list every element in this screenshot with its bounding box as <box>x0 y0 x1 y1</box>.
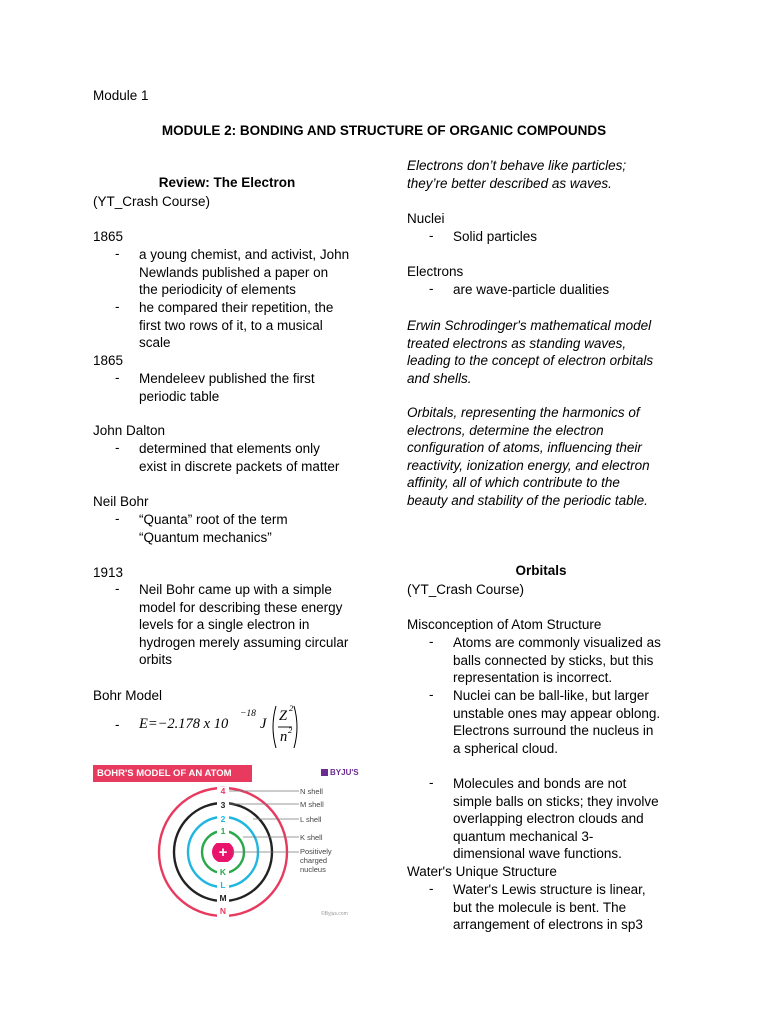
label-m-shell: M shell <box>300 800 324 809</box>
bullet-dash: - <box>429 881 434 896</box>
shell-letter-m: M <box>219 893 227 903</box>
formula-numerator: Z <box>279 708 288 724</box>
bullet-dash: - <box>115 246 120 261</box>
bullet-dash: - <box>115 370 120 385</box>
list-item-text: Electrons surround the nucleus in <box>453 723 654 739</box>
bullet-dash: - <box>429 228 434 243</box>
paragraph-line: reactivity, ionization energy, and electron <box>407 457 650 473</box>
shell-number-3: 3 <box>220 800 226 810</box>
list-item-text: Molecules and bonds are not <box>453 776 627 791</box>
year-label: 1865 <box>93 229 124 244</box>
person-label: Neil Bohr <box>93 494 149 509</box>
year-label: 1913 <box>93 565 124 580</box>
page-title: MODULE 2: BONDING AND STRUCTURE OF ORGANIC COMPOUNDS <box>161 123 607 138</box>
list-item-text: are wave-particle dualities <box>453 282 610 297</box>
list-item-text: scale <box>139 335 171 351</box>
list-item-text: hydrogen merely assuming circular <box>139 634 349 650</box>
nucleus-plus-icon: + <box>218 844 228 861</box>
list-item-text: “Quanta” root of the term <box>139 512 288 527</box>
section-label: Electrons <box>407 264 464 279</box>
section-label: Nuclei <box>407 211 445 226</box>
bullet-dash: - <box>115 511 120 526</box>
section-label: Water's Unique Structure <box>407 864 557 879</box>
list-item-text: simple balls on sticks; they involve <box>453 793 659 809</box>
paragraph-line: leading to the concept of electron orbitals <box>407 353 654 369</box>
list-item-text: Neil Bohr came up with a simple <box>139 582 332 597</box>
bullet-dash: - <box>429 687 434 702</box>
shell-number-4: 4 <box>220 786 226 796</box>
review-heading: Review: The Electron <box>158 175 296 190</box>
bullet-dash: - <box>115 299 120 314</box>
figure-credit: ©Byjus.com <box>321 911 348 917</box>
shell-letter-k: K <box>219 867 227 877</box>
intro-text: they’re better described as waves. <box>407 176 612 191</box>
atom-diagram <box>93 783 363 922</box>
shell-number-1: 1 <box>220 826 226 836</box>
paragraph-line: affinity, all of which contribute to the <box>407 475 620 491</box>
list-item-text: he compared their repetition, the <box>139 300 334 315</box>
list-item-text: levels for a single electron in <box>139 617 310 633</box>
shell-letter-n: N <box>219 906 227 916</box>
year-label: 1865 <box>93 353 124 368</box>
list-item-text: exist in discrete packets of matter <box>139 458 340 474</box>
orbitals-heading: Orbitals <box>515 563 567 578</box>
bullet-dash: - <box>115 440 120 455</box>
shell-number-2: 2 <box>220 814 226 824</box>
list-item-text: a young chemist, and activist, John <box>139 247 350 262</box>
paragraph-line: Orbitals, representing the harmonics of <box>407 405 640 420</box>
label-nucleus-3: nucleus <box>300 865 326 874</box>
bullet-dash: - <box>429 281 434 296</box>
formula-numerator-exp: 2 <box>289 703 294 713</box>
paragraph-line: and shells. <box>407 370 472 386</box>
source-label: (YT_Crash Course) <box>93 194 211 209</box>
brand-text: BYJU'S <box>330 768 359 777</box>
formula-denominator-exp: 2 <box>288 725 293 735</box>
formula-unit: J <box>260 716 267 732</box>
list-item-text: the periodicity of elements <box>139 282 296 298</box>
shell-letter-l: L <box>220 880 226 890</box>
list-item-text: Water's Lewis structure is linear, <box>453 882 646 897</box>
list-item-text: Atoms are commonly visualized as <box>453 635 661 650</box>
list-item-text: a spherical cloud. <box>453 740 559 756</box>
paragraph-line: electrons, determine the electron <box>407 422 604 438</box>
label-nucleus-2: charged <box>300 856 328 865</box>
formula-denominator: n <box>280 729 288 745</box>
list-item-text: overlapping electron clouds and <box>453 811 644 827</box>
paragraph-line: beauty and stability of the periodic table. <box>407 493 648 508</box>
paragraph-line: configuration of atoms, influencing their <box>407 440 642 456</box>
list-item-text: arrangement of electrons in sp3 <box>453 917 643 933</box>
label-l-shell: L shell <box>300 815 322 824</box>
list-item-text: representation is incorrect. <box>453 670 613 686</box>
list-item-text: Mendeleev published the first <box>139 371 315 386</box>
section-label: Misconception of Atom Structure <box>407 617 602 632</box>
bohr-formula <box>93 703 313 751</box>
list-item-text: unstable ones may appear oblong. <box>453 705 661 721</box>
list-item-text: “Quantum mechanics” <box>139 529 272 545</box>
bullet-dash: - <box>429 775 434 790</box>
list-item-text: model for describing these energy <box>139 599 343 615</box>
figure-header: BOHR'S MODEL OF AN ATOM <box>93 765 252 782</box>
intro-text: Electrons don’t behave like particles; <box>407 158 627 173</box>
formula-exponent: −18 <box>240 709 256 719</box>
bullet-dash: - <box>429 634 434 649</box>
bohr-model-label: Bohr Model <box>93 688 163 703</box>
list-item-text: orbits <box>139 652 173 668</box>
list-item-text: Nuclei can be ball-like, but larger <box>453 688 649 703</box>
list-item-text: Newlands published a paper on <box>139 264 329 280</box>
paragraph-line: treated electrons as standing waves, <box>407 335 627 351</box>
bullet-dash: - <box>115 581 120 596</box>
list-item-text: determined that elements only <box>139 441 320 456</box>
list-item-text: quantum mechanical 3- <box>453 828 594 844</box>
label-n-shell: N shell <box>300 787 323 796</box>
bohr-model-figure <box>93 765 363 922</box>
label-nucleus-1: Positively <box>300 847 332 856</box>
label-k-shell: K shell <box>300 833 323 842</box>
list-item-text: periodic table <box>139 388 220 404</box>
list-item-text: dimensional wave functions. <box>453 846 622 862</box>
list-item-text: balls connected by sticks, but this <box>453 652 654 668</box>
person-label: John Dalton <box>93 423 166 438</box>
brand-logo <box>321 768 359 777</box>
formula-lhs: E=−2.178 x 10 <box>139 716 229 732</box>
module-label: Module 1 <box>93 88 149 103</box>
bullet-dash: - <box>115 717 120 732</box>
list-item-text: but the molecule is bent. The <box>453 899 627 915</box>
list-item-text: first two rows of it, to a musical <box>139 317 323 333</box>
paragraph-line: Erwin Schrodinger's mathematical model <box>407 318 652 333</box>
list-item-text: Solid particles <box>453 229 538 244</box>
source-label: (YT_Crash Course) <box>407 582 525 597</box>
